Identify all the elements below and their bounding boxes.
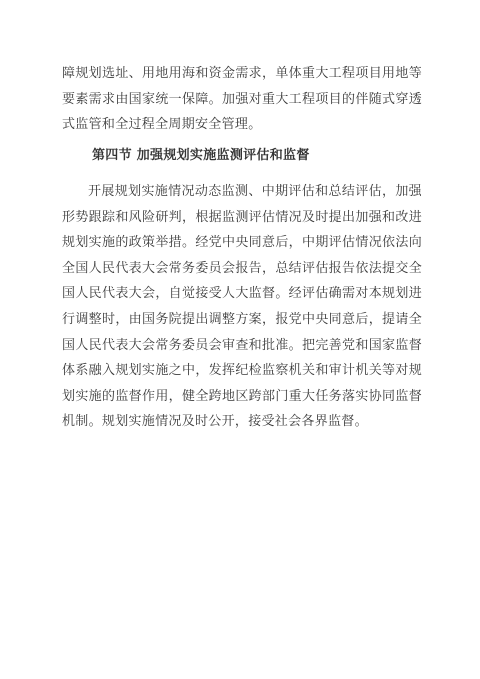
body-paragraph-continued: 障规划选址、用地用海和资金需求，单体重大工程项目用地等要素需求由国家统一保障。加强对重大工程项目的伴随式穿透式监管和全过程全周期安全管理。 <box>62 66 422 133</box>
section-heading: 第四节 加强规划实施监测评估和监督 <box>92 148 310 163</box>
body-paragraph: 开展规划实施情况动态监测、中期评估和总结评估，加强形势跟踪和风险研判，根据监测评估情况及时提出加强和改进规划实施的政策举措。经党中央同意后，中期评估情况依法向全国人民代表大会常务委员会报告，总结评估报告依法提交全国人民代表大会，自觉接受人大监督。经评估确需对本规划进行调整时，由国务院提出调整方案，报党中央同意后，提请全国人民代表大会常务委员会审查和批准。把完善党和国家监督体系融入规划实施之中，发挥纪检监察机关和审计机关等对规划实施的监督作用，健全跨地区跨部门重大任务落实协同监督机制。规划实施情况及时公开，接受社会各界监督。 <box>62 184 422 430</box>
